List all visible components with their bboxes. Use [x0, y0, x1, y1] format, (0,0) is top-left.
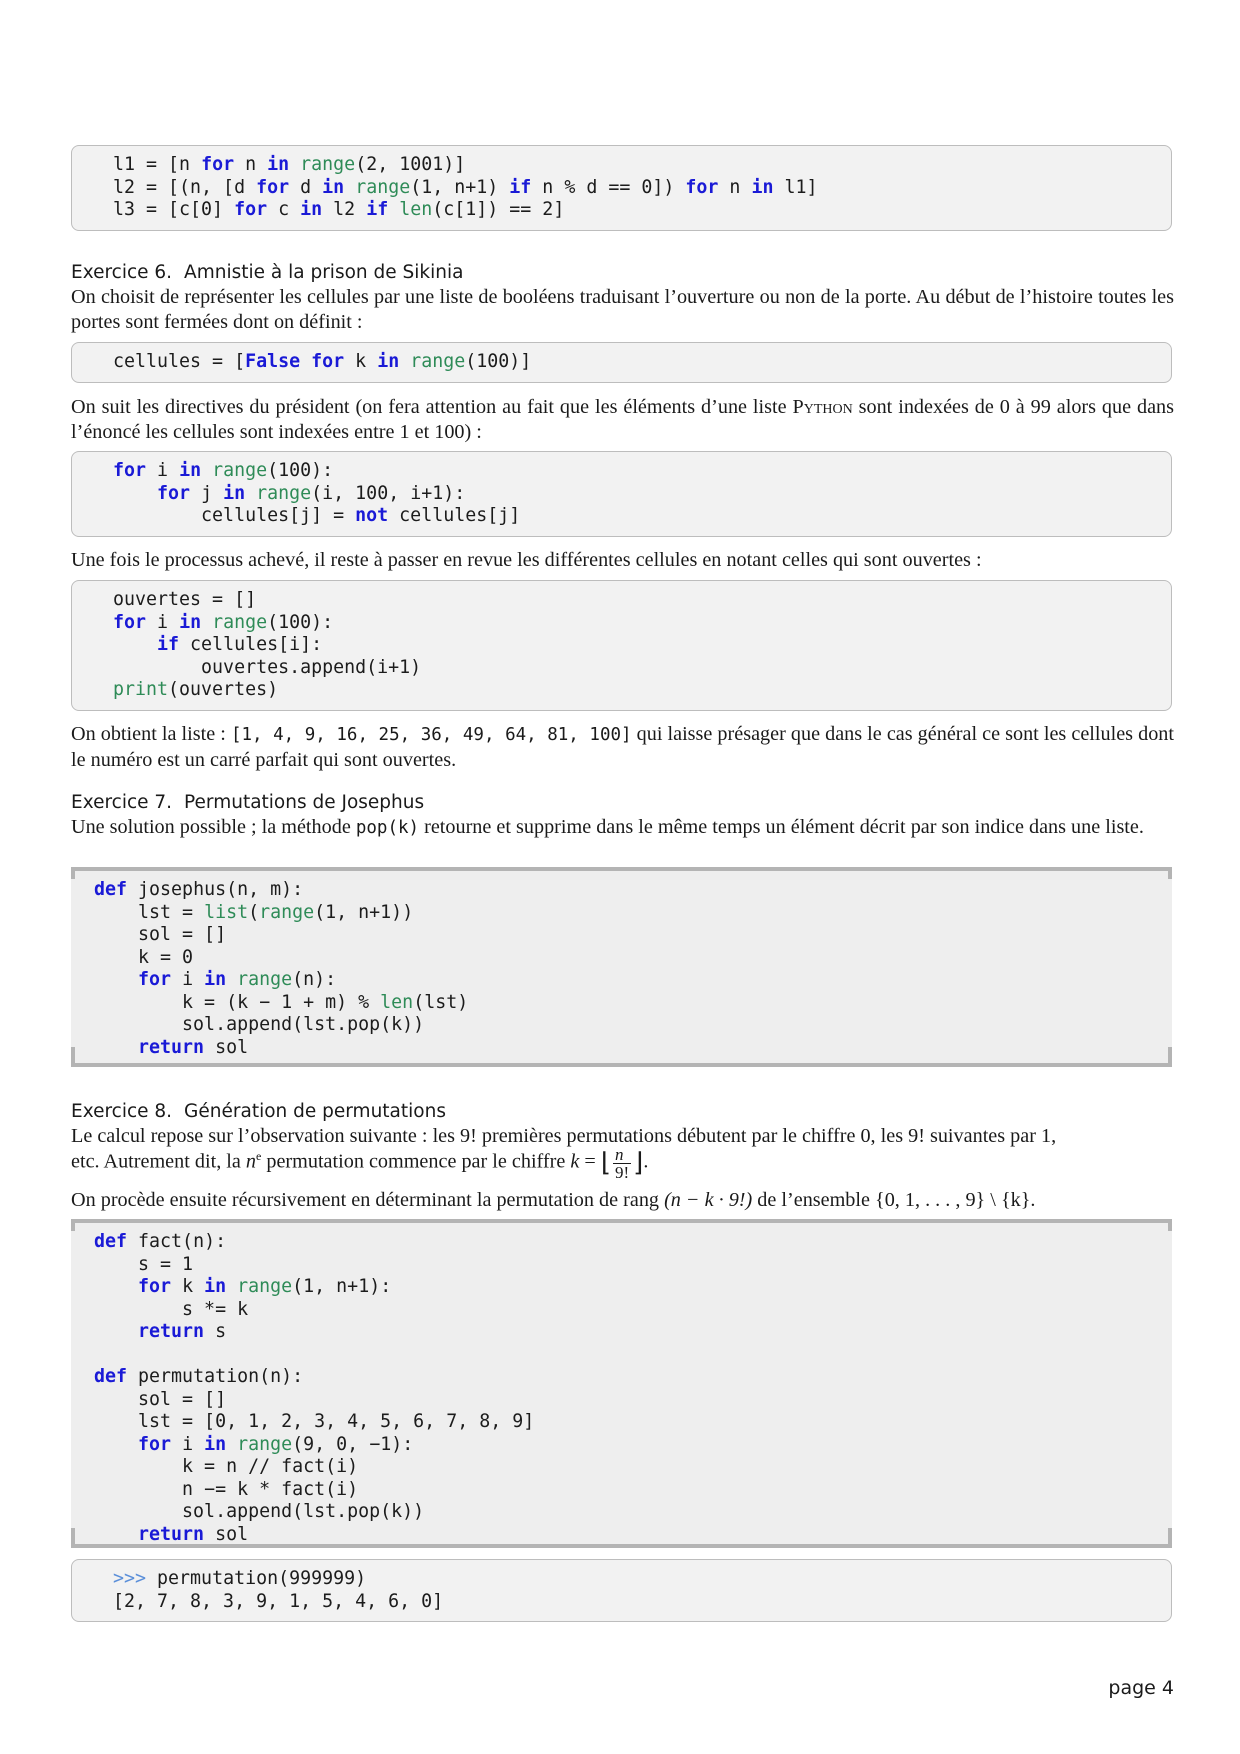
text-run: permutation commence par le chiffre: [261, 1150, 571, 1173]
shell-command: permutation(999999): [146, 1568, 367, 1589]
exercise-number: Exercice 7.: [71, 792, 173, 813]
code-block-shell: [71, 1559, 1172, 1622]
text-run: Une solution possible ; la méthode: [71, 816, 356, 838]
exercise-6-heading: [71, 262, 463, 283]
text-run: de l’ensemble: [752, 1189, 876, 1211]
text-run: etc. Autrement dit, la: [71, 1150, 246, 1173]
math-n: n: [245, 1150, 256, 1173]
exercise-title: Permutations de Josephus: [184, 792, 425, 813]
code-block-primes: l1 = [n for n in range(2, 1001)] l2 = [(n, [d for d in range(1, n+1) if n % d == 0]) for n in l1] l3 = [c[0] for c in l2 if len(c[1]) == 2]: [71, 145, 1172, 231]
floor-left: ⌊: [600, 1147, 611, 1177]
exercise-number: Exercice 8.: [71, 1101, 173, 1122]
fraction: [613, 1146, 631, 1181]
fraction-denominator: 9!: [614, 1162, 630, 1182]
code-block-loop: for i in range(100): for j in range(i, 100, i+1): cellules[j] = not cellules[j]: [71, 451, 1172, 537]
text-run: qui laisse présager que dans le cas général ce sont les cellules dont le numéro est un carré parfait qui sont ouvertes.: [71, 723, 1174, 771]
text-run: On suit les directives du président (on fera attention au fait que les éléments d’une liste: [71, 396, 793, 418]
math-set: {0, 1, . . . , 9} \ {k}: [875, 1189, 1031, 1211]
text-run: .: [1030, 1189, 1036, 1211]
code-block-permutation: def fact(n): s = 1 for k in range(1, n+1): s *= k return s def permutation(n): sol = [] lst = [0, 1, 2, 3, 4, 5, 6, 7, 8, 9] for i in range(9, 0, −1): k = n // fact(i) n −= k * fact(i) sol.append(lst.pop(k)) return sol: [71, 1219, 1172, 1548]
exercise-8-line3: [71, 1188, 1174, 1213]
floor-right: ⌋: [633, 1147, 644, 1177]
fraction-numerator: n: [613, 1146, 631, 1164]
math-expression: (n − k · 9!): [664, 1189, 753, 1211]
exercise-title: Amnistie à la prison de Sikinia: [184, 262, 464, 283]
exercise-7-intro: [71, 815, 1174, 841]
page-number: page 4: [1108, 1677, 1174, 1699]
equals: =: [579, 1150, 601, 1173]
inline-code: pop(k): [355, 818, 420, 838]
text-run: On procède ensuite récursivement en déterminant la permutation de rang: [71, 1189, 665, 1211]
result-list: [1, 4, 9, 16, 25, 36, 49, 64, 81, 100]: [230, 725, 632, 745]
ordinal-e: e: [256, 1149, 262, 1163]
exercise-6-intro: On choisit de représenter les cellules par une liste de booléens traduisant l’ouverture ou non de la porte. Au début de l’histoire toutes les portes sont fermées dont on définit :: [71, 286, 1174, 333]
python-word: Python: [792, 396, 853, 418]
code-block-open: ouvertes = [] for i in range(100): if cellules[i]: ouvertes.append(i+1) print(ouvertes): [71, 580, 1172, 711]
code-block-init: cellules = [False for k in range(100)]: [71, 342, 1172, 383]
shell-output: [2, 7, 8, 3, 9, 1, 5, 4, 6, 0]: [113, 1590, 444, 1612]
exercise-6-directives: [71, 395, 1174, 444]
exercise-8-line2: [71, 1144, 1174, 1181]
exercise-6-review: Une fois le processus achevé, il reste à passer en revue les différentes cellules en notant celles qui sont ouvertes :: [71, 549, 982, 571]
text-run: sont indexées de 0 à 99 alors que dans l’énoncé les cellules sont indexées entre 1 et 100) :: [71, 396, 1174, 443]
exercise-7-heading: [71, 792, 424, 813]
exercise-8-line1: Le calcul repose sur l’observation suivante : les 9! premières permutations débutent par le chiffre 0, les 9! suivantes par 1,: [71, 1125, 1057, 1147]
exercise-6-result: [71, 722, 1174, 772]
text-run: On obtient la liste :: [71, 723, 231, 745]
exercise-8-heading: [71, 1101, 446, 1122]
text-run: retourne et supprime dans le même temps un élément décrit par son indice dans une liste.: [419, 816, 1144, 838]
text-run: .: [643, 1150, 649, 1173]
shell-prompt: >>>: [113, 1568, 147, 1589]
math-k: k: [570, 1150, 580, 1173]
exercise-number: Exercice 6.: [71, 262, 173, 283]
exercise-title: Génération de permutations: [184, 1101, 446, 1122]
code-block-josephus: def josephus(n, m): lst = list(range(1, n+1)) sol = [] k = 0 for i in range(n): k = (k − 1 + m) % len(lst) sol.append(lst.pop(k)) return sol: [71, 867, 1172, 1067]
